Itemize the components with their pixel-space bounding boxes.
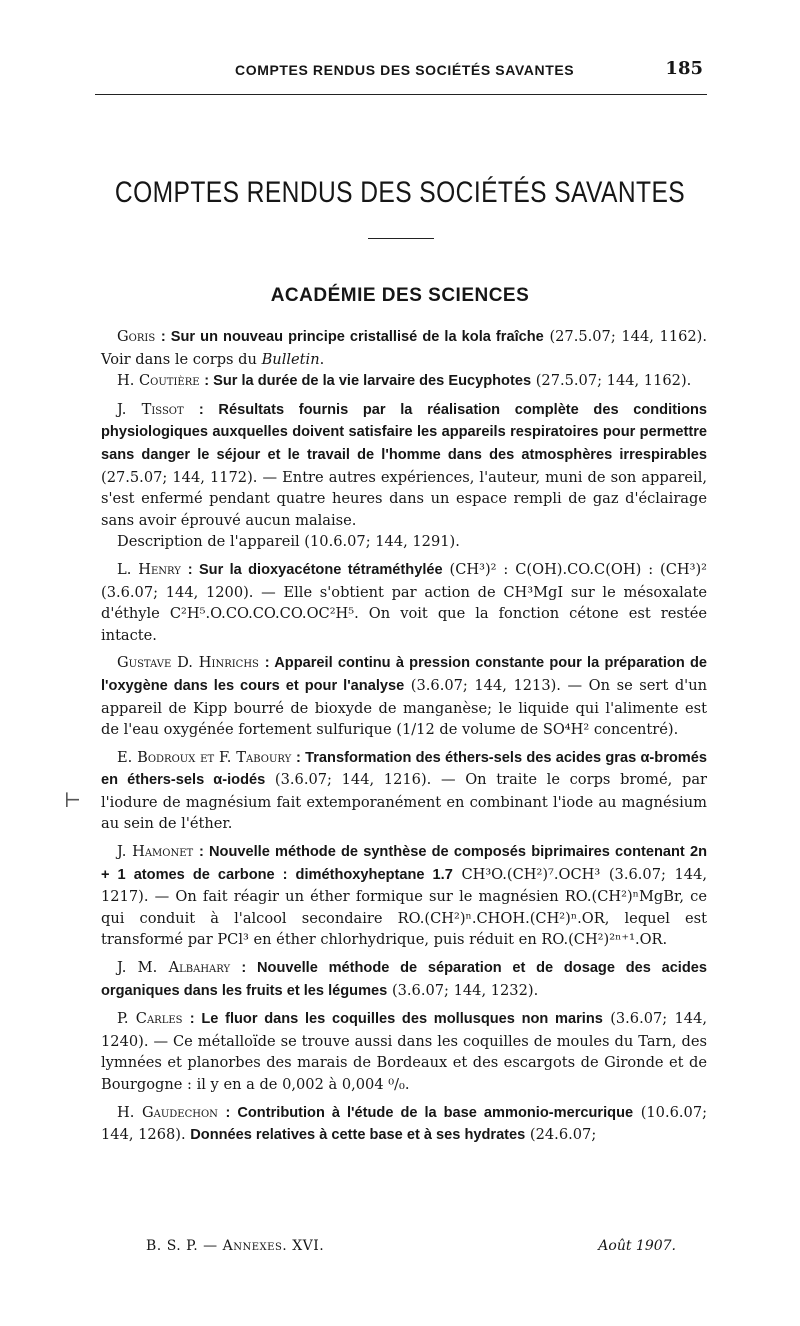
entry-title: : Appareil continu à pression constante pour la préparation de l'oxygène dans les cours et pour l'analyse — [101, 655, 707, 694]
entry-reference: (3.6.07; 144, 1216). — On traite le corps bromé, par l'iodure de magnésium fait extemporanément en combinant l'iode au magnésium au sein de l'éther. — [101, 771, 707, 833]
entry-author: H. Gaudechon — [117, 1103, 218, 1121]
entry-author: L. Henry — [117, 560, 181, 578]
entry-reference: (3.6.07; 144, 1213). — On se sert d'un appareil de Kipp bourré de bioxyde de manganèse; le liquide qui l'alimente est de l'eau oxygénée fortement sulfurique (1/12 de volume de SO⁴H² concentré). — [101, 676, 707, 739]
entry-author: J. M. Albahary — [117, 959, 231, 977]
entry-title: : Sur un nouveau principe cristallisé de la kola fraîche — [160, 329, 544, 345]
entry-hinrichs — [101, 652, 707, 740]
entry-title: : Résultats fournis par la réalisation complète des conditions physiologiques auxquelles doivent satisfaire les appareils respiratoires pour permettre sans danger le séjour et le travail de l'homme dans des atmosphères irrespirables — [101, 401, 708, 463]
entry-reference: (3.6.07; 144, 1240). — Ce métalloïde se trouve aussi dans les coquilles de moules du Tarn, des lymnées et planorbes des marais de Bordeaux et des escargots de Gironde et de Bourgogne : il y en a de 0,002 à 0,004 ⁰/₀. — [101, 1010, 707, 1093]
entry-title: : Contribution à l'étude de la base ammonio-mercurique — [225, 1104, 634, 1121]
section-heading: ACADÉMIE DES SCIENCES — [270, 285, 530, 306]
entry-title: : Sur la dioxyacétone tétraméthylée — [187, 561, 443, 578]
footer-date: Août 1907. — [598, 1238, 676, 1254]
entry-coutiere — [101, 370, 707, 393]
entry-carles — [101, 1008, 707, 1095]
title-rule — [368, 238, 434, 239]
entry-extra: Description de l'appareil (10.6.07; 144, 1291). — [117, 533, 460, 551]
entry-title: : Nouvelle méthode de synthèse de composés biprimaires contenant 2n + 1 atomes de carbone : diméthoxyheptane 1.7 — [101, 844, 707, 883]
entry-hamonet — [101, 841, 707, 951]
entry-reference-italic: Bulletin — [261, 350, 320, 368]
margin-annotation-mark: ⊢ — [64, 788, 82, 812]
entry-title: : Le fluor dans les coquilles des mollusques non marins — [189, 1011, 603, 1028]
entry-reference: CH³O.(CH²)⁷.OCH³ (3.6.07; 144, 1217). — On fait réagir un éther formique sur le magnésien RO.(CH²)ⁿMgBr, ce qui conduit à l'alcool secondaire RO.(CH²)ⁿ.CHOH.(CH²)ⁿ.OR, lequel est transformé par PCl³ en éther chlorhydrique, puis réduit en RO.(CH²)²ⁿ⁺¹.OR. — [101, 865, 707, 949]
entry-title: : Sur la durée de la vie larvaire des Eucyphotes — [204, 373, 532, 390]
entry-tissot-extra — [101, 531, 707, 553]
entry-reference: (10.6.07; 144, 1268). — [101, 1103, 708, 1144]
entry-reference: (27.5.07; 144, 1162). — [535, 372, 692, 390]
entry-henry — [101, 559, 707, 646]
entry-bodroux-taboury — [101, 747, 707, 835]
entry-reference: (27.5.07; 144, 1162). Voir dans le corps du — [101, 328, 708, 368]
page-number: 185 — [665, 58, 703, 79]
entry-reference: (CH³)² : C(OH).CO.C(OH) : (CH³)² (3.6.07; 144, 1200). — Elle s'obtient par action de CH³MgI sur le mésoxalate d'éthyle C²H⁵.O.CO.CO.CO.OC²H⁵. On voit que la fonction cétone est restée intacte. — [101, 560, 708, 644]
entry-reference: (27.5.07; 144, 1172). — Entre autres expériences, l'auteur, muni de son appareil, s'est enfermé pendant quatre heures dans un espace rempli de gaz d'éclairage sans avoir éprouvé aucun malaise. — [101, 468, 707, 529]
header-rule — [95, 94, 707, 95]
entry-reference-second: (24.6.07; — [529, 1126, 597, 1144]
entry-author: Gustave D. Hinrichs — [117, 654, 259, 672]
entry-title: : Transformation des éthers-sels des acides gras α-bromés en éthers-sels α-iodés — [101, 749, 707, 789]
article-body — [101, 326, 707, 1153]
entry-author: Goris — [117, 328, 156, 345]
entry-title: : Nouvelle méthode de séparation et de dosage des acides organiques dans les fruits et les légumes — [101, 960, 708, 999]
entry-author: J. Hamonet — [117, 843, 194, 861]
entry-reference: (3.6.07; 144, 1232). — [391, 981, 539, 999]
entry-albahary — [101, 957, 707, 1002]
entry-author: P. Carles — [117, 1010, 183, 1028]
running-title: COMPTES RENDUS DES SOCIÉTÉS SAVANTES — [235, 62, 575, 78]
footer-signature: B. S. P. — Annexes. XVI. — [146, 1238, 325, 1254]
entry-title-second: Données relatives à cette base et à ses hydrates — [190, 1127, 526, 1144]
page-footer — [146, 1238, 676, 1262]
entry-goris — [101, 326, 707, 370]
entry-tissot — [101, 399, 707, 532]
entry-tail: . — [319, 350, 325, 368]
entry-author: H. Coutière — [117, 372, 200, 390]
entry-author: E. Bodroux et F. Taboury — [117, 748, 292, 766]
running-header — [95, 58, 705, 86]
entry-gaudechon — [101, 1102, 707, 1147]
main-title: COMPTES RENDUS DES SOCIÉTÉS SAVANTES — [114, 176, 686, 209]
entry-author: J. Tissot — [117, 400, 184, 418]
